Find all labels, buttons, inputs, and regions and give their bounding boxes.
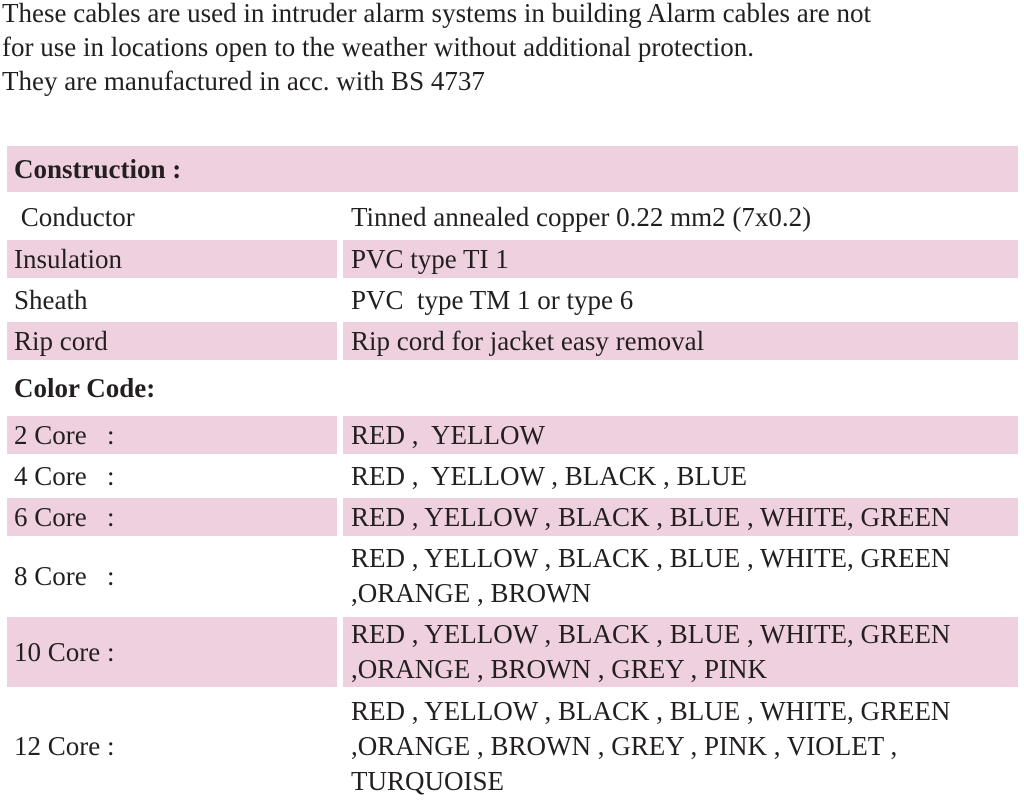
row-value: PVC type TM 1 or type 6 bbox=[351, 284, 634, 315]
row-value: PVC type TI 1 bbox=[343, 240, 1018, 278]
row-value: RED , YELLOW , BLACK , BLUE , WHITE, GREEN ,ORANGE , BROWN , GREY , PINK bbox=[343, 617, 1018, 687]
construction-heading-row bbox=[7, 146, 1018, 192]
color-code-row bbox=[7, 540, 1018, 612]
row-label: 10 Core : bbox=[7, 617, 337, 687]
construction-row bbox=[7, 281, 1018, 319]
row-value: RED , YELLOW , BLACK , BLUE bbox=[351, 460, 747, 491]
intro-line-3: They are manufactured in acc. with BS 4737 bbox=[2, 66, 485, 96]
row-label: 4 Core : bbox=[14, 460, 115, 491]
row-value: Rip cord for jacket easy removal bbox=[343, 322, 1018, 360]
row-label: 12 Core : bbox=[14, 730, 115, 761]
row-label: 6 Core : bbox=[7, 498, 337, 536]
row-value: RED , YELLOW bbox=[343, 416, 1018, 454]
intro-paragraph bbox=[2, 0, 1012, 98]
intro-line-1: These cables are used in intruder alarm systems in building Alarm cables are not bbox=[2, 0, 871, 28]
row-label: Sheath bbox=[14, 284, 88, 315]
color-code-heading: Color Code: bbox=[14, 373, 156, 403]
row-value: Tinned annealed copper 0.22 mm2 (7x0.2) bbox=[351, 201, 812, 232]
row-label: Insulation bbox=[7, 240, 337, 278]
construction-row bbox=[7, 322, 1018, 360]
row-value: RED , YELLOW , BLACK , BLUE , WHITE, GREEN ,ORANGE , BROWN bbox=[351, 543, 951, 608]
color-code-row bbox=[7, 457, 1018, 495]
row-value: RED , YELLOW , BLACK , BLUE , WHITE, GREEN bbox=[343, 498, 1018, 536]
color-code-row bbox=[7, 617, 1018, 687]
construction-row bbox=[7, 198, 1018, 236]
color-code-row bbox=[7, 692, 1018, 800]
color-code-row bbox=[7, 416, 1018, 454]
construction-row bbox=[7, 240, 1018, 278]
row-label: 8 Core : bbox=[14, 560, 115, 591]
intro-line-2: for use in locations open to the weather without additional protection. bbox=[2, 32, 755, 62]
construction-heading: Construction : bbox=[14, 153, 182, 184]
row-label: 2 Core : bbox=[7, 416, 337, 454]
row-value: RED , YELLOW , BLACK , BLUE , WHITE, GREEN ,ORANGE , BROWN , GREY , PINK , VIOLET , TURQUOISE bbox=[351, 695, 951, 796]
row-label: Conductor bbox=[14, 201, 135, 232]
row-label: Rip cord bbox=[7, 322, 337, 360]
color-code-row bbox=[7, 498, 1018, 536]
